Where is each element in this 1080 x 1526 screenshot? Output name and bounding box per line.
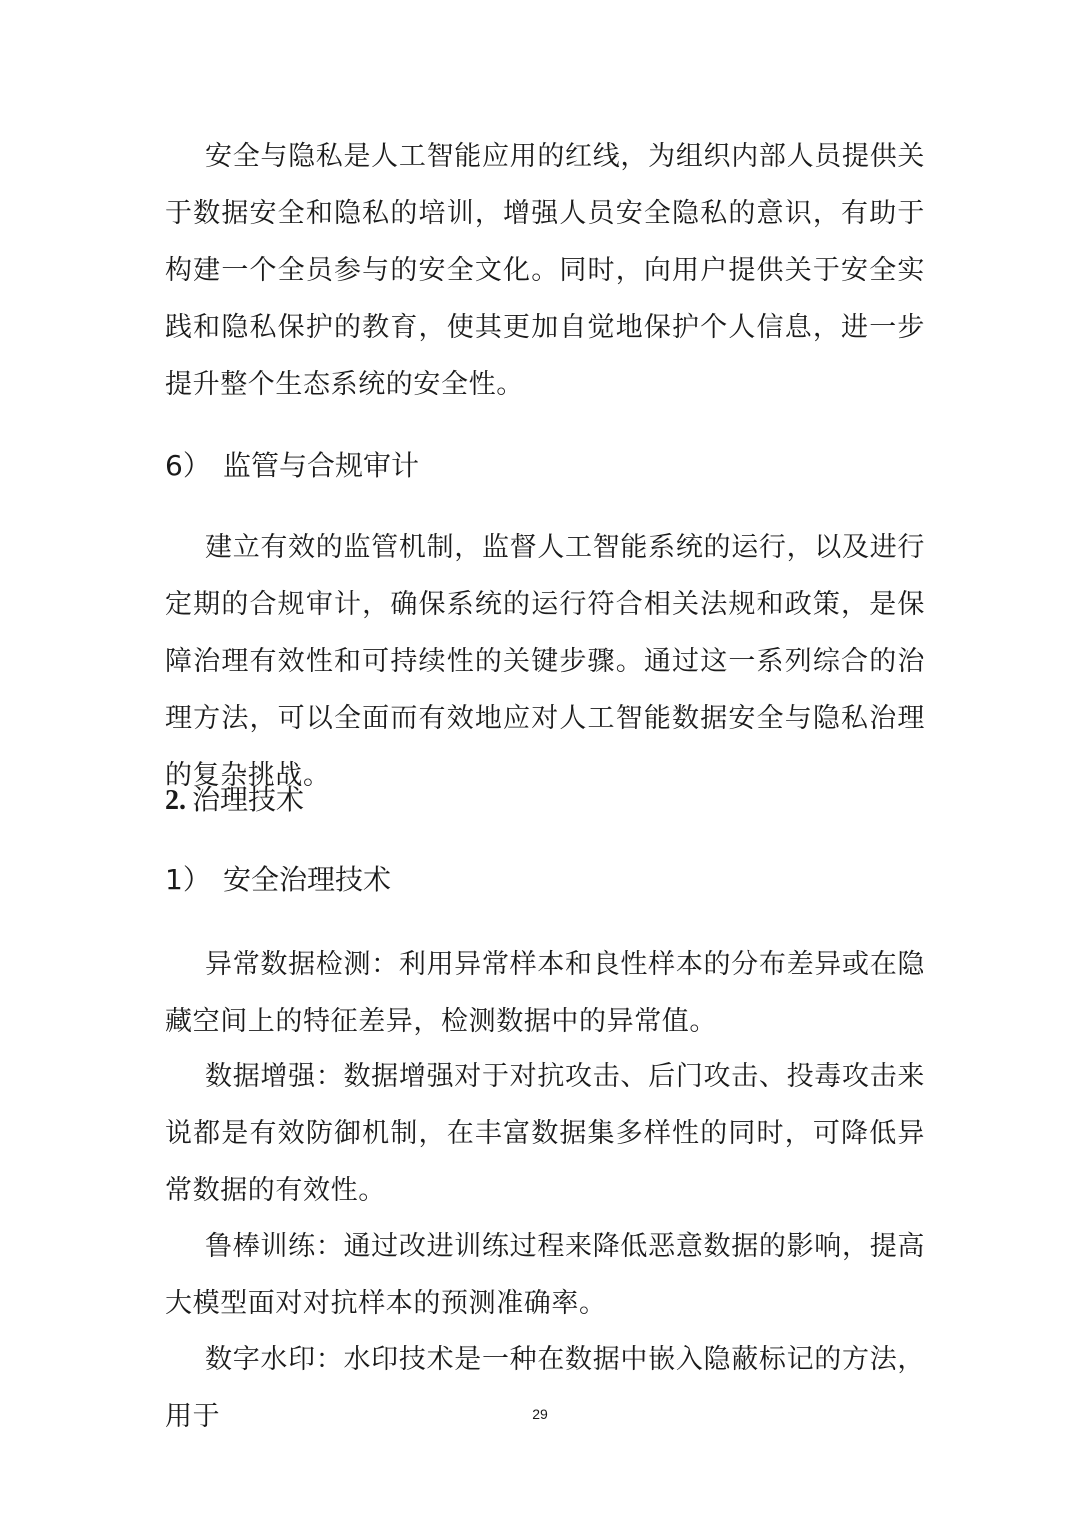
paragraph-robust-training: 鲁棒训练：通过改进训练过程来降低恶意数据的影响，提高大模型面对对抗样本的预测准确率。 bbox=[165, 1231, 925, 1319]
paragraph-security-privacy-training: 安全与隐私是人工智能应用的红线，为组织内部人员提供关于数据安全和隐私的培训，增强人员安全隐私的意识，有助于构建一个全员参与的安全文化。同时，向用户提供关于安全实践和隐私保护的教育，使其更加自觉地保护个人信息，进一步提升整个生态系统的安全性。 bbox=[165, 141, 925, 400]
paragraph-supervision-mechanism: 建立有效的监管机制，监督人工智能系统的运行，以及进行定期的合规审计，确保系统的运行符合相关法规和政策，是保障治理有效性和可持续性的关键步骤。通过这一系列综合的治理方法，可以全面而有效地应对人工智能数据安全与隐私治理的复杂挑战。 bbox=[165, 532, 925, 791]
page-number: 29 bbox=[532, 1406, 548, 1422]
heading-number: 6） bbox=[165, 449, 211, 482]
heading-number: 1） bbox=[165, 863, 211, 896]
heading-title: 治理技术 bbox=[192, 783, 305, 816]
heading-title: 监管与合规审计 bbox=[223, 449, 420, 482]
paragraph-digital-watermark: 数字水印：水印技术是一种在数据中嵌入隐蔽标记的方法，用于 bbox=[165, 1344, 925, 1432]
heading-governance-technology bbox=[165, 780, 304, 821]
heading-title: 安全治理技术 bbox=[223, 863, 392, 896]
paragraph-data-augmentation: 数据增强：数据增强对于对抗攻击、后门攻击、投毒攻击来说都是有效防御机制，在丰富数据集多样性的同时，可降低异常数据的有效性。 bbox=[165, 1061, 925, 1206]
heading-number: 2. bbox=[165, 785, 186, 816]
heading-security-governance-tech bbox=[165, 860, 391, 900]
paragraph-anomaly-detection: 异常数据检测：利用异常样本和良性样本的分布差异或在隐藏空间上的特征差异，检测数据中的异常值。 bbox=[165, 949, 925, 1037]
heading-supervision-audit bbox=[165, 446, 419, 486]
